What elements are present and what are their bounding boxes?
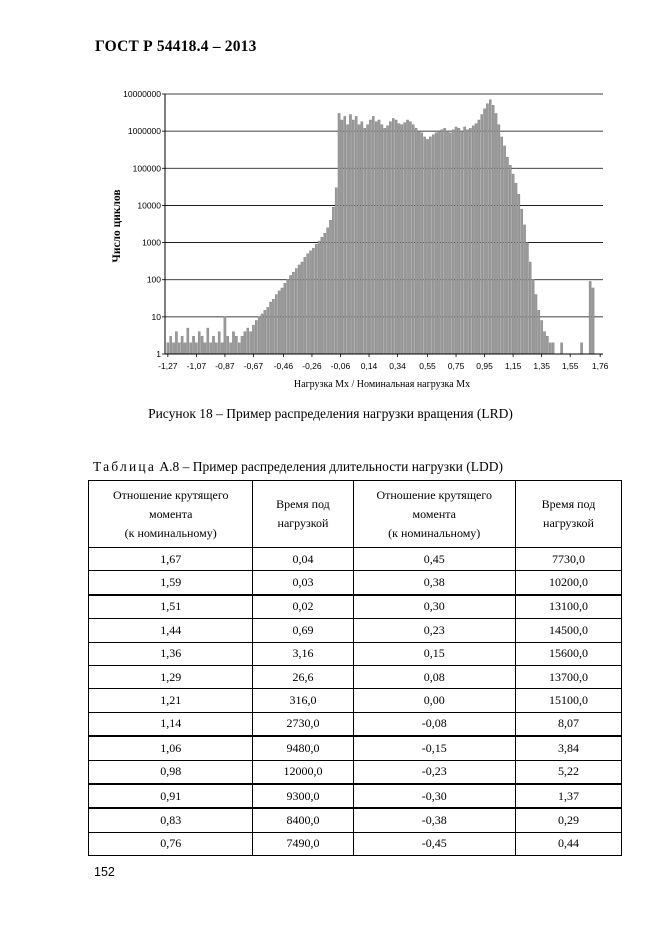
table-cell: 8400,0 bbox=[253, 808, 353, 832]
chart-bar bbox=[432, 135, 434, 354]
chart-bar bbox=[464, 127, 466, 354]
chart-bar bbox=[589, 281, 591, 354]
chart-bar bbox=[543, 332, 545, 354]
chart-bar bbox=[475, 124, 477, 354]
table-row bbox=[89, 760, 622, 784]
table-cell: 0,91 bbox=[89, 784, 253, 808]
chart-bar bbox=[338, 113, 340, 354]
table-row bbox=[89, 548, 622, 571]
table-cell: -0,15 bbox=[353, 736, 515, 760]
table-cell: 7490,0 bbox=[253, 832, 353, 855]
chart-bar bbox=[238, 343, 240, 354]
table-cell: 26,6 bbox=[253, 665, 353, 688]
table-cell: 1,14 bbox=[89, 712, 253, 736]
chart-bar bbox=[466, 130, 468, 354]
header-text-line: Отношение крутящего bbox=[376, 487, 493, 502]
table-cell: 12000,0 bbox=[253, 760, 353, 784]
table-cell: 1,21 bbox=[89, 689, 253, 712]
chart-bar bbox=[187, 328, 189, 354]
chart-bar bbox=[552, 343, 554, 354]
table-cell: 14500,0 bbox=[515, 619, 621, 642]
chart-bar bbox=[304, 257, 306, 354]
table-row bbox=[89, 689, 622, 712]
chart-bar bbox=[592, 288, 594, 354]
table-row bbox=[89, 595, 622, 619]
document-header: ГОСТ Р 54418.4 – 2013 bbox=[95, 38, 257, 55]
table-cell: 0,15 bbox=[353, 642, 515, 665]
table-cell: 7730,0 bbox=[515, 548, 621, 571]
table-cell: -0,08 bbox=[353, 712, 515, 736]
chart-bar bbox=[495, 113, 497, 354]
chart-bar bbox=[184, 343, 186, 354]
header-torque-ratio-2 bbox=[353, 481, 515, 548]
chart-bar bbox=[361, 122, 363, 354]
x-tick-label: -0,67 bbox=[243, 361, 264, 371]
chart-bar bbox=[452, 130, 454, 354]
chart-bar bbox=[529, 262, 531, 354]
table-cell: 10200,0 bbox=[515, 571, 621, 595]
chart-bar bbox=[244, 332, 246, 354]
table-cell: 0,23 bbox=[353, 619, 515, 642]
chart-bar bbox=[449, 133, 451, 354]
chart-bar bbox=[492, 105, 494, 354]
table-cell: -0,38 bbox=[353, 808, 515, 832]
table-cell: 0,83 bbox=[89, 808, 253, 832]
chart-bar bbox=[478, 120, 480, 354]
x-tick-label: -0,06 bbox=[330, 361, 351, 371]
chart-bar bbox=[469, 128, 471, 354]
x-tick-label: 1,76 bbox=[591, 361, 609, 371]
chart-bar bbox=[506, 157, 508, 354]
chart-bar bbox=[521, 209, 523, 354]
chart-bar bbox=[438, 131, 440, 354]
chart-bar bbox=[483, 109, 485, 354]
table-cell: 15600,0 bbox=[515, 642, 621, 665]
chart-bar bbox=[418, 131, 420, 354]
chart-bar bbox=[415, 128, 417, 354]
chart-bar bbox=[381, 125, 383, 354]
chart-bar bbox=[212, 336, 214, 354]
table-row bbox=[89, 784, 622, 808]
table-cell: 0,29 bbox=[515, 808, 621, 832]
header-text-line: нагрузкой bbox=[277, 516, 329, 530]
chart-bar bbox=[375, 122, 377, 354]
header-time-under-load-1 bbox=[253, 481, 353, 548]
table-cell: 0,44 bbox=[515, 832, 621, 855]
chart-bar bbox=[546, 336, 548, 354]
table-row bbox=[89, 619, 622, 642]
table-row bbox=[89, 736, 622, 760]
header-time-under-load-2 bbox=[515, 481, 621, 548]
chart-bar bbox=[210, 343, 212, 354]
chart-bar bbox=[247, 328, 249, 354]
header-torque-ratio-1 bbox=[89, 481, 253, 548]
table-cell: 8,07 bbox=[515, 712, 621, 736]
chart-bar bbox=[444, 128, 446, 354]
chart-bar bbox=[267, 307, 269, 354]
chart-bar bbox=[446, 131, 448, 354]
chart-bar bbox=[298, 265, 300, 354]
chart-bar bbox=[235, 336, 237, 354]
chart-bar bbox=[518, 194, 520, 354]
header-text-line: (к номинальному) bbox=[388, 525, 481, 540]
y-tick-label: 10000 bbox=[137, 200, 161, 211]
chart-bar bbox=[287, 280, 289, 354]
chart-bar bbox=[232, 332, 234, 354]
chart-bar bbox=[318, 241, 320, 354]
table-caption-text: А.8 – Пример распределения длительности нагрузки (LDD) bbox=[156, 459, 504, 474]
chart-bar bbox=[344, 116, 346, 354]
table-row bbox=[89, 642, 622, 665]
y-tick-label: 1000000 bbox=[127, 126, 161, 137]
chart-bar bbox=[378, 120, 380, 354]
chart-bar bbox=[366, 125, 368, 354]
chart-bar bbox=[258, 317, 260, 354]
x-tick-label: 1,35 bbox=[533, 361, 550, 371]
x-tick-label: 0,34 bbox=[389, 361, 406, 371]
y-tick-label: 100 bbox=[146, 274, 161, 285]
chart-bar bbox=[364, 128, 366, 354]
x-tick-label: -0,46 bbox=[273, 361, 294, 371]
x-tick-label: -0,87 bbox=[215, 361, 235, 371]
table-caption-label: Таблица bbox=[93, 459, 157, 474]
chart-bar bbox=[195, 343, 197, 354]
chart-bar bbox=[295, 269, 297, 354]
chart-bar bbox=[341, 120, 343, 354]
chart-bar bbox=[292, 272, 294, 354]
y-axis-label: Число циклов bbox=[111, 189, 123, 263]
chart-bar bbox=[580, 343, 582, 354]
table-cell: 0,30 bbox=[353, 595, 515, 619]
chart-bar bbox=[481, 115, 483, 354]
chart-bar bbox=[312, 248, 314, 354]
x-tick-label: 1,55 bbox=[561, 361, 579, 371]
chart-bar bbox=[324, 233, 326, 354]
chart-bar bbox=[512, 174, 514, 354]
chart-bar bbox=[329, 220, 331, 354]
table-cell: -0,30 bbox=[353, 784, 515, 808]
chart-bar bbox=[249, 332, 251, 354]
chart-bar bbox=[392, 118, 394, 354]
chart-bar bbox=[369, 120, 371, 354]
chart-bar bbox=[501, 137, 503, 354]
x-tick-label: 0,55 bbox=[419, 361, 436, 371]
header-text-line: момента bbox=[412, 506, 456, 521]
chart-bar bbox=[409, 122, 411, 354]
chart-bar bbox=[498, 125, 500, 354]
table-row bbox=[89, 808, 622, 832]
table-cell: 13100,0 bbox=[515, 595, 621, 619]
chart-bar bbox=[532, 280, 534, 354]
y-tick-label: 100000 bbox=[132, 163, 161, 174]
chart-bar bbox=[321, 237, 323, 354]
header-text-line: (к номинальному) bbox=[124, 525, 217, 540]
chart-bar bbox=[461, 131, 463, 354]
table-cell: 3,84 bbox=[515, 736, 621, 760]
chart-bar bbox=[255, 320, 257, 354]
chart-bar bbox=[190, 343, 192, 354]
chart-bar bbox=[181, 336, 183, 354]
chart-bar bbox=[221, 343, 223, 354]
table-cell: 1,59 bbox=[89, 571, 253, 595]
x-tick-labels bbox=[158, 361, 609, 371]
chart-bar bbox=[167, 343, 169, 354]
x-tick-label: 0,75 bbox=[447, 361, 465, 371]
table-cell: 0,00 bbox=[353, 689, 515, 712]
chart-bar bbox=[509, 165, 511, 354]
y-tick-label: 1 bbox=[156, 349, 161, 359]
y-tick-labels bbox=[123, 89, 161, 359]
table-cell: 0,03 bbox=[253, 571, 353, 595]
load-duration-table bbox=[88, 480, 622, 856]
table-cell: 9300,0 bbox=[253, 784, 353, 808]
chart-bar bbox=[278, 291, 280, 354]
table-cell: 1,06 bbox=[89, 736, 253, 760]
table-cell: 5,22 bbox=[515, 760, 621, 784]
chart-bar bbox=[421, 133, 423, 354]
header-text-line: момента bbox=[148, 506, 193, 521]
chart-bar bbox=[315, 244, 317, 354]
load-revolution-chart bbox=[0, 0, 661, 400]
chart-bar bbox=[307, 254, 309, 354]
chart-bar bbox=[327, 228, 329, 354]
table-cell: 0,69 bbox=[253, 619, 353, 642]
chart-bar bbox=[264, 310, 266, 354]
chart-bar bbox=[541, 320, 543, 354]
table-cell: 13700,0 bbox=[515, 665, 621, 688]
chart-bar bbox=[172, 343, 174, 354]
header-text-line: Время под bbox=[541, 497, 596, 511]
chart-bar bbox=[538, 310, 540, 354]
chart-bar bbox=[455, 127, 457, 354]
table-cell: 316,0 bbox=[253, 689, 353, 712]
chart-bar bbox=[523, 225, 525, 354]
chart-bar bbox=[398, 124, 400, 354]
table-row bbox=[89, 712, 622, 736]
table-cell: 0,38 bbox=[353, 571, 515, 595]
chart-bar bbox=[347, 125, 349, 354]
chart-bar bbox=[261, 314, 263, 354]
x-tick-label: -0,26 bbox=[302, 361, 322, 371]
chart-bar bbox=[561, 343, 563, 354]
table-cell: 0,45 bbox=[353, 548, 515, 571]
chart-bar bbox=[309, 251, 311, 354]
table-cell: 0,04 bbox=[253, 548, 353, 571]
table-cell: 3,16 bbox=[253, 642, 353, 665]
chart-bar bbox=[406, 120, 408, 354]
chart-bar bbox=[170, 336, 172, 354]
chart-bar bbox=[549, 343, 551, 354]
x-axis-label: Нагрузка Мх / Номинальная нагрузка Мх bbox=[293, 379, 471, 390]
chart-bar bbox=[284, 283, 286, 354]
chart-bar bbox=[178, 343, 180, 354]
chart-bar bbox=[384, 128, 386, 354]
chart-bar bbox=[526, 243, 528, 354]
chart-bar bbox=[192, 336, 194, 354]
chart-bar bbox=[224, 317, 226, 354]
chart-bar bbox=[175, 332, 177, 354]
chart-bar bbox=[332, 207, 334, 354]
table-cell: -0,23 bbox=[353, 760, 515, 784]
table-cell: 1,29 bbox=[89, 665, 253, 688]
chart-bar bbox=[486, 104, 488, 354]
chart-bar bbox=[252, 325, 254, 354]
table-cell: 15100,0 bbox=[515, 689, 621, 712]
chart-bar bbox=[201, 336, 203, 354]
chart-bar bbox=[230, 343, 232, 354]
chart-bar bbox=[198, 332, 200, 354]
x-tick-label: 1,15 bbox=[504, 361, 522, 371]
table-cell: 1,44 bbox=[89, 619, 253, 642]
table-cell: 1,51 bbox=[89, 595, 253, 619]
chart-bar bbox=[355, 116, 357, 354]
chart-bar bbox=[429, 137, 431, 354]
table-row bbox=[89, 571, 622, 595]
header-text-line: Время под bbox=[276, 497, 330, 511]
chart-bar bbox=[489, 100, 491, 354]
chart-bar bbox=[289, 275, 291, 354]
chart-bar bbox=[335, 188, 337, 354]
chart-bar bbox=[269, 302, 271, 354]
table-cell: 0,98 bbox=[89, 760, 253, 784]
chart-bar bbox=[458, 128, 460, 354]
chart-bar bbox=[424, 137, 426, 354]
chart-bar bbox=[412, 125, 414, 354]
chart-bars bbox=[167, 100, 594, 354]
table-cell: 1,36 bbox=[89, 642, 253, 665]
y-tick-label: 10 bbox=[151, 311, 161, 322]
table-cell: 1,67 bbox=[89, 548, 253, 571]
header-text-line: нагрузкой bbox=[543, 516, 594, 530]
chart-bar bbox=[349, 115, 351, 354]
table-caption bbox=[93, 459, 503, 475]
chart-bar bbox=[389, 122, 391, 354]
table-cell: -0,45 bbox=[353, 832, 515, 855]
table-row bbox=[89, 832, 622, 855]
table-row bbox=[89, 665, 622, 688]
figure-caption: Рисунок 18 – Пример распределения нагрузки вращения (LRD) bbox=[148, 406, 513, 421]
chart-bar bbox=[204, 343, 206, 354]
chart-bar bbox=[372, 116, 374, 354]
table-header-row bbox=[89, 481, 622, 548]
chart-bar bbox=[435, 133, 437, 354]
chart-bar bbox=[386, 126, 388, 354]
table-cell: 0,02 bbox=[253, 595, 353, 619]
chart-bar bbox=[241, 336, 243, 354]
chart-bar bbox=[426, 139, 428, 354]
chart-bar bbox=[401, 125, 403, 354]
chart-bar bbox=[207, 328, 209, 354]
table-body bbox=[89, 548, 622, 856]
chart-bar bbox=[218, 332, 220, 354]
x-tick-label: -1,07 bbox=[186, 361, 207, 371]
chart-bar bbox=[395, 120, 397, 354]
chart-bar bbox=[215, 343, 217, 354]
chart-bar bbox=[281, 288, 283, 354]
y-tick-label: 10000000 bbox=[123, 89, 161, 99]
x-tick-label: -1,27 bbox=[158, 361, 178, 371]
chart-bar bbox=[272, 299, 274, 354]
chart-bar bbox=[441, 130, 443, 354]
chart-bar bbox=[227, 336, 229, 354]
table-cell: 1,37 bbox=[515, 784, 621, 808]
chart-bar bbox=[472, 126, 474, 354]
table-cell: 2730,0 bbox=[253, 712, 353, 736]
chart-bar bbox=[535, 294, 537, 354]
x-tick-label: 0,14 bbox=[360, 361, 378, 371]
chart-bar bbox=[275, 294, 277, 354]
chart-bar bbox=[301, 262, 303, 354]
chart-bar bbox=[515, 183, 517, 354]
chart-bar bbox=[358, 125, 360, 354]
table-cell: 0,08 bbox=[353, 665, 515, 688]
chart-bar bbox=[503, 146, 505, 354]
header-text-line: Отношение крутящего bbox=[112, 487, 229, 502]
table-cell: 9480,0 bbox=[253, 736, 353, 760]
table-cell: 0,76 bbox=[89, 832, 253, 855]
page-number: 152 bbox=[94, 865, 115, 879]
x-tick-label: 0,95 bbox=[476, 361, 493, 371]
y-tick-label: 1000 bbox=[142, 237, 161, 248]
chart-bar bbox=[404, 123, 406, 354]
chart-bar bbox=[352, 120, 354, 354]
